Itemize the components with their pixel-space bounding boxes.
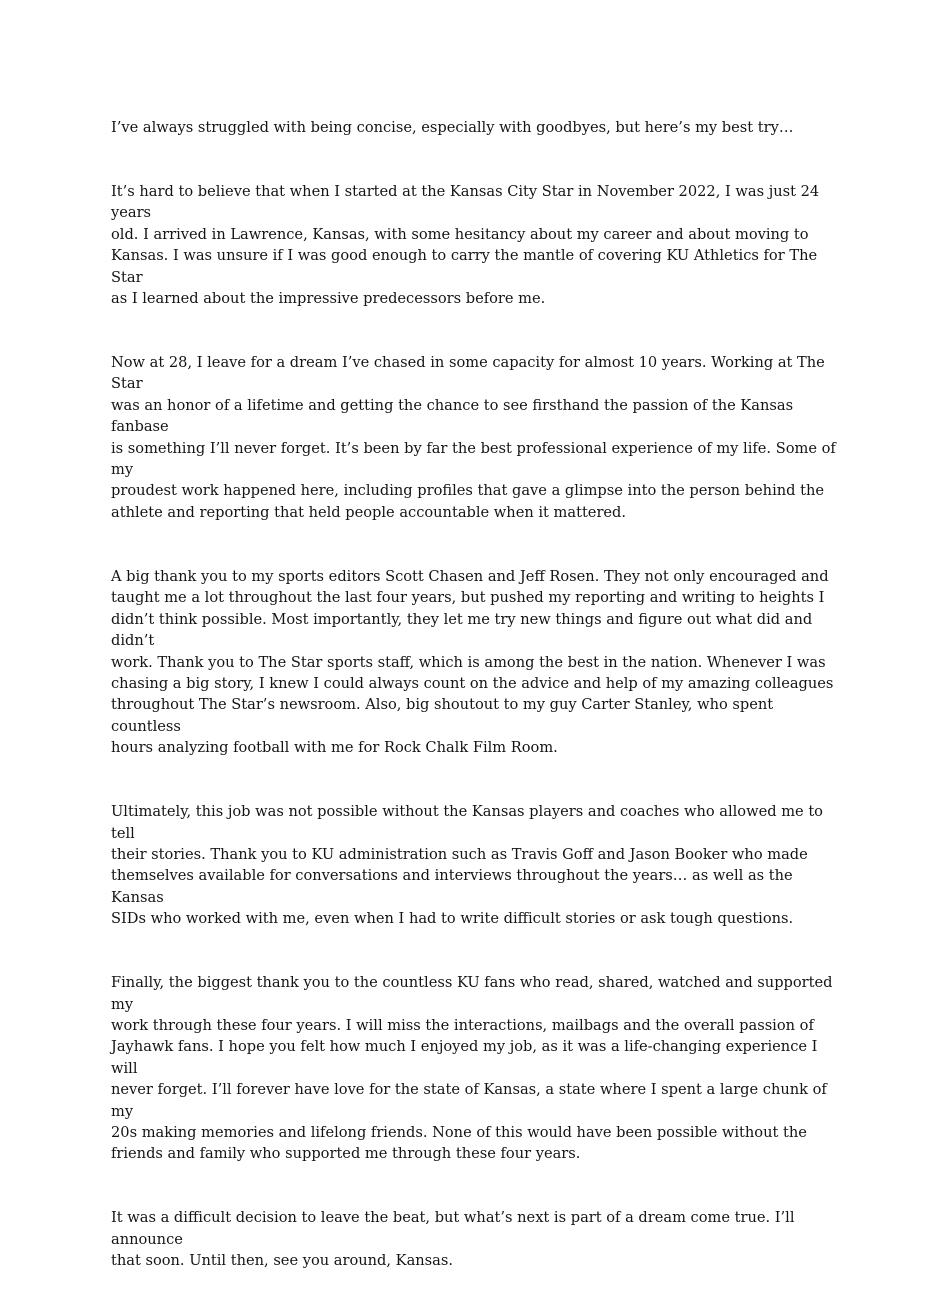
paragraph-opening: I’ve always struggled with being concise, especially with goodbyes, but here’s my best try…: [111, 119, 794, 136]
letter-body: [111, 117, 841, 1314]
paragraph-thanks-players: Ultimately, this job was not possible without the Kansas players and coaches who allowed me to tell their stories. Thank you to KU administration such as Travis Goff and Jason Booker who made themselves available for conversations and interviews throughout the years… as well as the Kansas SIDs who worked with me, even when I had to write difficult stories or ask tough questions.: [111, 803, 823, 928]
paragraph-thanks-fans: Finally, the biggest thank you to the countless KU fans who read, shared, watched and supported my work through these four years. I will miss the interactions, mailbags and the overall passion of Jayhawk fans. I hope you felt how much I enjoyed my job, as it was a life-changing experience I will never forget. I’ll forever have love for the state of Kansas, a state where I spent a large chunk of my 20s making memories and lifelong friends. None of this would have been possible without the friends and family who supported me through these four years.: [111, 974, 833, 1163]
paragraph-leaving: Now at 28, I leave for a dream I’ve chased in some capacity for almost 10 years. Working at The Star was an honor of a lifetime and getting the chance to see firsthand the passion of the Kansas fanbase is something I’ll never forget. It’s been by far the best professional experience of my life. Some of my proudest work happened here, including profiles that gave a glimpse into the person behind the athlete and reporting that held people accountable when it mattered.: [111, 354, 836, 521]
paragraph-closing: It was a difficult decision to leave the beat, but what’s next is part of a dream come true. I’ll announce that soon. Until then, see you around, Kansas.: [111, 1209, 795, 1270]
paragraph-start-at-star: It’s hard to believe that when I started at the Kansas City Star in November 2022, I was just 24 years old. I arrived in Lawrence, Kansas, with some hesitancy about my career and about moving to Kansas. I was unsure if I was good enough to carry the mantle of covering KU Athletics for The Star as I learned about the impressive predecessors before me.: [111, 183, 820, 308]
paragraph-thanks-editors: A big thank you to my sports editors Scott Chasen and Jeff Rosen. They not only encouraged and taught me a lot throughout the last four years, but pushed my reporting and writing to heights I didn’t think possible. Most importantly, they let me try new things and figure out what did and didn’t work. Thank you to The Star sports staff, which is among the best in the nation. Whenever I was chasing a big story, I knew I could always count on the advice and help of my amazing colleagues throughout The Star’s newsroom. Also, big shoutout to my guy Carter Stanley, who spent countless hours analyzing football with me for Rock Chalk Film Room.: [111, 567, 834, 757]
